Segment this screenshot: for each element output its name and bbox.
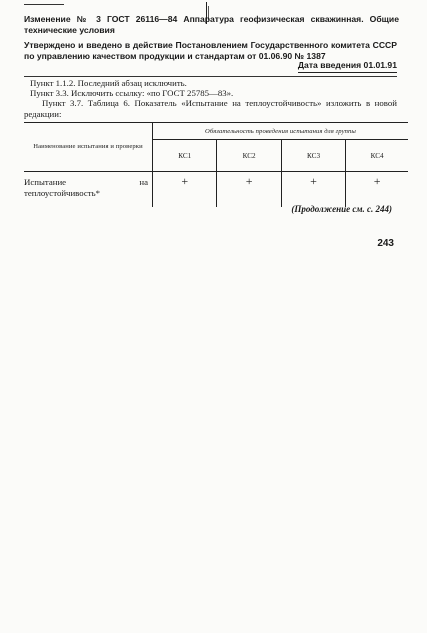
effective-date: Дата введения 01.01.91: [298, 60, 397, 73]
row-mark-ks1: +: [153, 172, 217, 208]
table-header-ks2: КС2: [217, 140, 281, 172]
paragraph-2: Пункт 3.3. Исключить ссылку: «по ГОСТ 25785—83».: [30, 88, 234, 98]
table-header-ks1: КС1: [153, 140, 217, 172]
row-test-name: Испытание на теплоустойчивость*: [24, 172, 153, 208]
row-mark-ks4: +: [373, 174, 381, 188]
table-header-name: Наименование испытания и проверки: [24, 123, 153, 172]
amendment-heading: Изменение № 3 ГОСТ 26116—84 Аппаратура геофизическая скважинная. Общие технические условия: [24, 14, 399, 35]
paragraph-3: Пункт 3.7. Таблица 6. Показатель «Испытание на теплоустойчивость» изложить в новой редакции:: [24, 98, 397, 119]
table-header-ks4: КС4: [346, 140, 408, 172]
test-requirements-table: [24, 122, 408, 207]
row-mark-ks2: +: [217, 172, 281, 208]
top-rule: [24, 4, 64, 5]
continuation-note: (Продолжение см. с. 244): [291, 204, 392, 214]
separator-rule: [24, 76, 397, 77]
page-number: 243: [377, 238, 394, 249]
table-row: [24, 172, 408, 208]
approval-text: Утверждено и введено в действие Постановлением Государственного комитета СССР по управлению качеством продукции и стандартам от 01.06.90 № 1387: [24, 40, 397, 61]
row-mark-ks3: +: [281, 172, 345, 208]
table-header-ks3: КС3: [281, 140, 345, 172]
paragraph-1: Пункт 1.1.2. Последний абзац исключить.: [30, 78, 187, 88]
table-header-group: Обязательность проведения испытания для группы: [153, 123, 409, 140]
